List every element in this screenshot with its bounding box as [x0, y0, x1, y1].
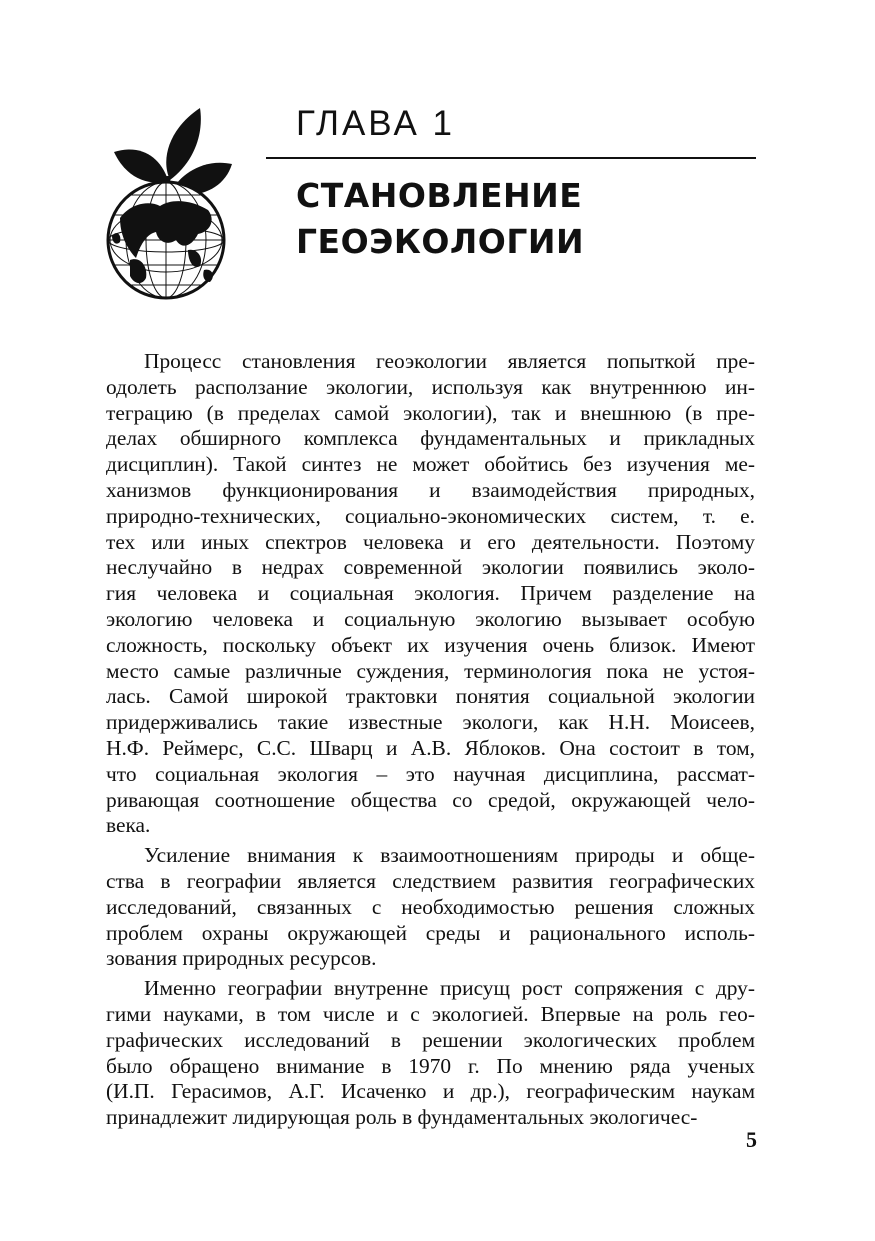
text-line: ханизмов функционирования и взаимодействия природных, — [106, 477, 755, 502]
text-line: Н.Ф. Реймерс, С.С. Шварц и А.В. Яблоков. Она состоит в том, — [106, 735, 755, 760]
paragraph — [106, 349, 755, 839]
text-line: экологию человека и социальную экологию вызывает особую — [106, 606, 755, 631]
chapter-divider — [266, 157, 756, 159]
text-line: тех или иных спектров человека и его деятельности. Поэтому — [106, 529, 755, 554]
text-line: принадлежит лидирующая роль в фундаментальных экологичес- — [106, 1105, 698, 1130]
text-line: теграцию (в пределах самой экологии), так и внешнюю (в пре- — [106, 400, 755, 425]
body-text — [106, 349, 755, 1131]
text-line: что социальная экология – это научная дисциплина, рассмат- — [106, 761, 755, 786]
text-line: Процесс становления геоэкологии является попыткой пре- — [144, 349, 755, 373]
text-line: природно-технических, социально-экономических систем, т. е. — [106, 503, 755, 528]
text-line: (И.П. Герасимов, А.Г. Исаченко и др.), географическим наукам — [106, 1079, 755, 1104]
text-line: делах обширного комплекса фундаментальных и прикладных — [106, 426, 755, 451]
text-line: ривающая соотношение общества со средой, окружающей чело- — [106, 787, 755, 812]
text-line: дисциплин). Такой синтез не может обойтись без изучения ме- — [106, 452, 755, 477]
text-line: ства в географии является следствием развития географических — [106, 868, 755, 893]
globe-with-sprout-icon — [100, 100, 240, 300]
paragraph — [106, 843, 755, 972]
text-line: проблем охраны окружающей среды и рационального исполь- — [106, 920, 755, 945]
chapter-title-line: СТАНОВЛЕНИЕ — [296, 176, 583, 215]
text-line: было обращено внимание в 1970 г. По мнению ряда ученых — [106, 1053, 755, 1078]
text-line: гия человека и социальная экология. Причем разделение на — [106, 581, 755, 606]
chapter-title — [296, 173, 736, 265]
text-line: Именно географии внутренне присущ рост сопряжения с дру- — [144, 976, 755, 1001]
text-line: одолеть расползание экологии, используя как внутреннюю ин- — [106, 374, 755, 399]
chapter-title-line: ГЕОЭКОЛОГИИ — [296, 222, 585, 261]
text-line: лась. Самой широкой трактовки понятия социальной экологии — [106, 684, 755, 709]
text-line: сложность, поскольку объект их изучения очень близок. Имеют — [106, 632, 755, 657]
text-line: исследований, связанных с необходимостью решения сложных — [106, 894, 755, 919]
text-line: графических исследований в решении экологических проблем — [106, 1027, 755, 1052]
text-line: зования природных ресурсов. — [106, 946, 377, 971]
page-number: 5 — [746, 1127, 757, 1152]
paragraph — [106, 976, 755, 1131]
text-line: гими науками, в том числе и с экологией. Впервые на роль гео- — [106, 1001, 755, 1026]
text-line: Усиление внимания к взаимоотношениям природы и обще- — [144, 843, 755, 868]
text-line: придерживались такие известные экологи, как Н.Н. Моисеев, — [106, 710, 755, 735]
text-line: неслучайно в недрах современной экологии появились эколо- — [106, 555, 755, 580]
text-line: место самые различные суждения, терминология пока не устоя- — [106, 658, 755, 683]
chapter-label: ГЛАВА 1 — [296, 104, 456, 143]
text-line: века. — [106, 813, 151, 838]
